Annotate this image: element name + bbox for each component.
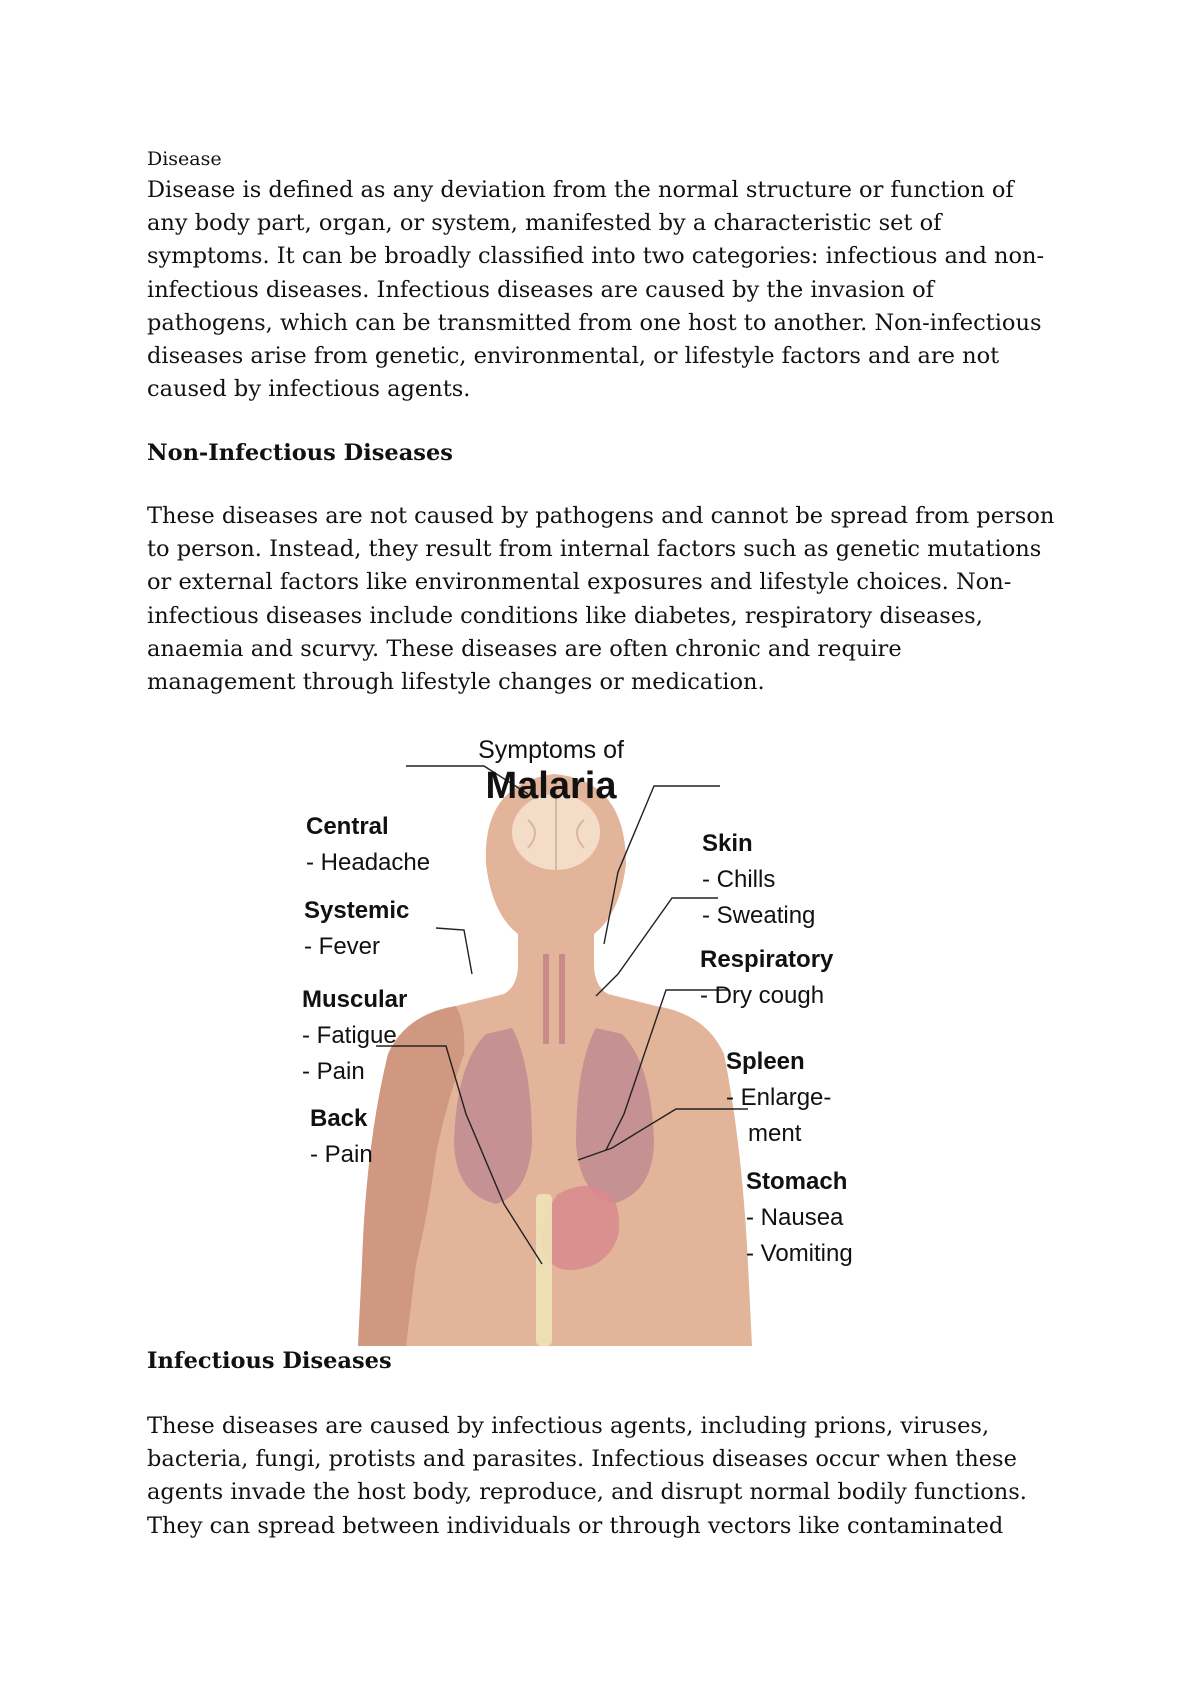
label-back: Back — [310, 1105, 368, 1132]
label-skin: Skin — [702, 830, 753, 857]
intro-paragraph — [147, 174, 1077, 406]
symptom-muscular-1: - Pain — [302, 1058, 365, 1085]
malaria-symptoms-figure — [296, 724, 896, 1346]
document-title: Disease — [147, 148, 222, 170]
symptom-systemic-0: - Fever — [304, 933, 381, 960]
text-line: They can spread between individuals or through vectors like contaminated — [147, 1512, 1004, 1539]
text-line: infectious diseases. Infectious diseases are caused by the invasion of — [147, 276, 934, 303]
label-group-skin — [702, 830, 815, 929]
label-respiratory: Respiratory — [700, 946, 834, 973]
figure-title-line1: Symptoms of — [478, 736, 624, 764]
label-group-central — [306, 813, 430, 876]
symptom-stomach-0: - Nausea — [746, 1204, 844, 1231]
symptom-skin-0: - Chills — [702, 866, 776, 893]
label-muscular: Muscular — [302, 986, 408, 1013]
label-central: Central — [306, 813, 389, 840]
label-spleen: Spleen — [726, 1048, 805, 1075]
text-line: bacteria, fungi, protists and parasites. Infectious diseases occur when these — [147, 1446, 1017, 1473]
text-line: These diseases are not caused by pathogens and cannot be spread from person — [147, 503, 1055, 529]
text-line: to person. Instead, they result from internal factors such as genetic mutations — [147, 536, 1042, 563]
text-line: caused by infectious agents. — [147, 376, 471, 403]
label-systemic: Systemic — [304, 897, 410, 924]
infectious-paragraph — [147, 1410, 1077, 1543]
label-group-stomach — [746, 1168, 853, 1267]
figure-title-line2: Malaria — [485, 765, 617, 807]
non-infectious-heading: Non-Infectious Diseases — [147, 440, 453, 466]
text-line: management through lifestyle changes or medication. — [147, 669, 765, 696]
text-line: infectious diseases include conditions like diabetes, respiratory diseases, — [147, 602, 983, 629]
text-line: Disease is defined as any deviation from the normal structure or function of — [147, 177, 1014, 203]
symptom-spleen-1: ment — [748, 1120, 802, 1147]
label-group-back — [310, 1105, 373, 1168]
label-group-respiratory — [700, 946, 834, 1009]
text-line: pathogens, which can be transmitted from one host to another. Non-infectious — [147, 309, 1042, 336]
text-line: These diseases are caused by infectious agents, including prions, viruses, — [147, 1413, 990, 1439]
label-stomach: Stomach — [746, 1168, 848, 1195]
text-line: diseases arise from genetic, environmental, or lifestyle factors and are not — [147, 343, 1000, 370]
symptom-spleen-0: - Enlarge- — [726, 1084, 832, 1111]
symptom-central-0: - Headache — [306, 849, 431, 876]
label-group-systemic — [304, 897, 409, 960]
text-line: symptoms. It can be broadly classified into two categories: infectious and non- — [147, 243, 1045, 270]
text-line: any body part, organ, or system, manifested by a characteristic set of — [147, 210, 942, 237]
symptom-back-0: - Pain — [310, 1141, 373, 1168]
text-line: anaemia and scurvy. These diseases are often chronic and require — [147, 635, 902, 662]
text-line: agents invade the host body, reproduce, and disrupt normal bodily functions. — [147, 1479, 1027, 1506]
text-line: or external factors like environmental exposures and lifestyle choices. Non- — [147, 569, 1012, 596]
non-infectious-paragraph — [147, 500, 1077, 699]
symptom-respiratory-0: - Dry cough — [700, 982, 825, 1009]
infectious-heading: Infectious Diseases — [147, 1348, 392, 1374]
symptom-muscular-0: - Fatigue — [302, 1022, 397, 1049]
symptom-stomach-1: - Vomiting — [746, 1240, 853, 1267]
spine — [536, 1194, 552, 1346]
symptom-skin-1: - Sweating — [702, 902, 816, 929]
label-group-spleen — [726, 1048, 831, 1147]
